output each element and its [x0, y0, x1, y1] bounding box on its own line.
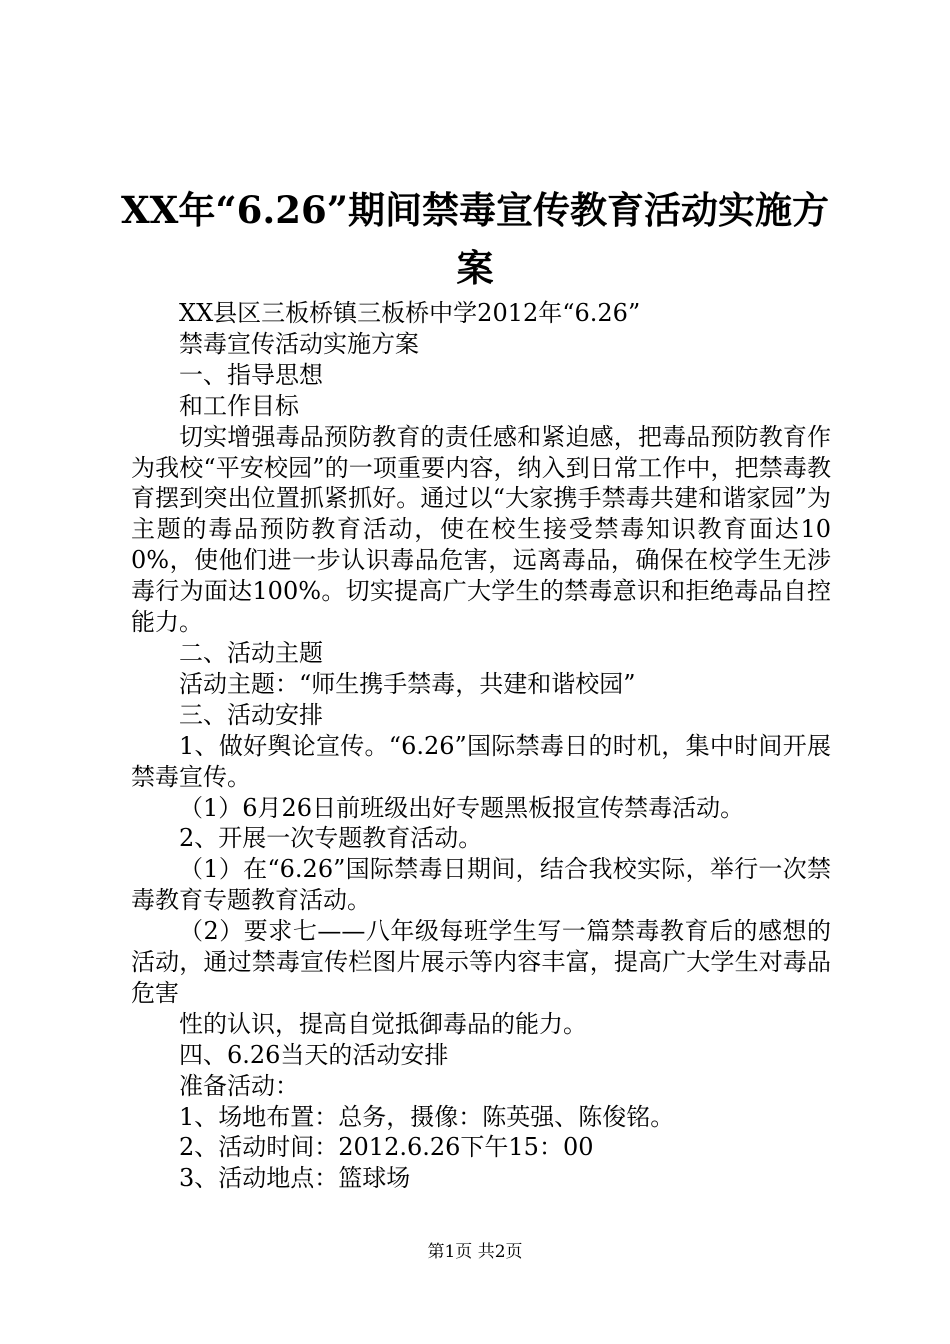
paragraph-work-goal: 和工作目标 [179, 391, 299, 420]
section-heading-day-arrangement: 四、6.26当天的活动安排 [179, 1040, 449, 1069]
paragraph-preparation: 准备活动： [179, 1071, 299, 1100]
paragraph-item-2-sub-2: （2）要求七——八年级每班学生写一篇禁毒教育后的感想的活动，通过禁毒宣传栏图片展示等内容丰富，提高广大学生对毒品危害 [131, 917, 831, 1007]
paragraph-item-2-sub-2-cont: 性的认识，提高自觉抵御毒品的能力。 [179, 1009, 587, 1038]
paragraph-school-heading: XX县区三板桥镇三板桥中学2012年“6.26” [179, 299, 641, 327]
section-heading-guiding-thought: 一、指导思想 [179, 360, 323, 389]
paragraph-activity-time: 2、活动时间：2012.6.26下午15：00 [179, 1133, 594, 1162]
paragraph-item-1: 1、做好舆论宣传。“6.26”国际禁毒日的时机，集中时间开展禁毒宣传。 [131, 731, 831, 791]
paragraph-item-2: 2、开展一次专题教育活动。 [179, 824, 483, 853]
paragraph-venue-setup: 1、场地布置：总务，摄像：陈英强、陈俊铭。 [179, 1102, 675, 1131]
paragraph-activity-location: 3、活动地点：篮球场 [179, 1164, 411, 1193]
paragraph-item-2-sub-1: （1）在“6.26”国际禁毒日期间，结合我校实际，举行一次禁毒教育专题教育活动。 [131, 855, 831, 915]
page-footer: 第1页 共2页 [427, 1242, 523, 1262]
document-title-line-1: XX年“6.26”期间禁毒宣传教育活动实施方 [120, 188, 830, 232]
paragraph-goal-body: 切实增强毒品预防教育的责任感和紧迫感，把毒品预防教育作为我校“平安校园”的一项重要内容，纳入到日常工作中，把禁毒教育摆到突出位置抓紧抓好。通过以“大家携手禁毒共建和谐家园”为主题的毒品预防教育活动，使在校生接受禁毒知识教育面达100%，使他们进一步认识毒品危害，远离毒品，确保在校学生无涉毒行为面达100%。切实提高广大学生的禁毒意识和拒绝毒品自控能力。 [131, 422, 831, 637]
section-heading-activity-arrangement: 三、活动安排 [179, 700, 323, 729]
document-title-line-2: 案 [456, 246, 494, 290]
paragraph-activity-theme: 活动主题：“师生携手禁毒，共建和谐校园” [179, 669, 636, 698]
paragraph-item-1-sub-1: （1）6月26日前班级出好专题黑板报宣传禁毒活动。 [179, 793, 745, 822]
document-body [131, 298, 831, 1194]
section-heading-activity-theme: 二、活动主题 [179, 638, 323, 667]
paragraph-plan-name: 禁毒宣传活动实施方案 [179, 329, 419, 358]
